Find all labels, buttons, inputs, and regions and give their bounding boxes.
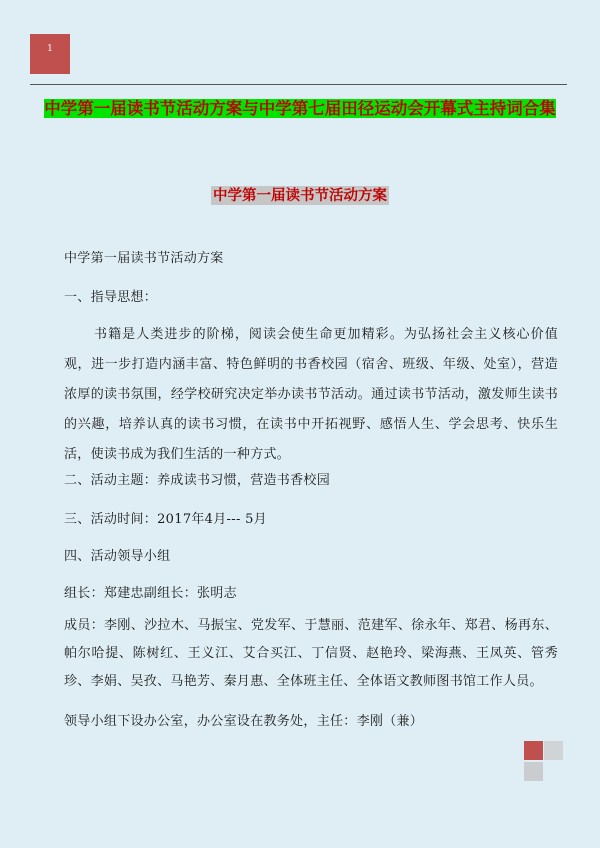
paragraph-theme: 二、活动主题：养成读书习惯，营造书香校园 bbox=[64, 473, 331, 488]
page-number: 1 bbox=[47, 44, 53, 54]
paragraph-body: 书籍是人类进步的阶梯，阅读会使生命更加精彩。为弘扬社会主义核心价值观，进一步打造内涵丰富、特色鲜明的书香校园（宿舍、班级、年级、处室），营造浓厚的读书氛围，经学校研究决定举办读书节活动。通过读书节活动，激发师生读书的兴趣，培养认真的读书习惯，在读书中开拓视野、感悟人生、学会思考、快乐生活，使读书成为我们生活的一种方式。 bbox=[64, 327, 558, 462]
paragraph-members: 成员：李刚、沙拉木、马振宝、党发军、于慧丽、范建军、徐永年、郑君、杨再东、帕尔哈提、陈树红、王义江、艾合买江、丁信贤、赵艳玲、梁海燕、王凤英、管秀珍、李娟、吴孜、马艳芳、秦月惠、全体班主任、全体语文教师图书馆工作人员。 bbox=[64, 618, 558, 689]
paragraph-heading: 中学第一届读书节活动方案 bbox=[64, 251, 224, 266]
decor-square-gray bbox=[524, 762, 543, 781]
document-title: 中学第一届读书节活动方案与中学第七届田径运动会开幕式主持词合集 bbox=[44, 99, 556, 118]
section-title: 中学第一届读书节活动方案 bbox=[213, 187, 387, 204]
header-divider bbox=[30, 84, 567, 85]
paragraph-guiding-ideology: 一、指导思想： bbox=[64, 290, 158, 305]
decor-square-red bbox=[524, 741, 543, 760]
paragraph-office: 领导小组下设办公室，办公室设在教务处，主任：李刚（兼） bbox=[64, 714, 424, 729]
paragraph-leadership: 四、活动领导小组 bbox=[64, 549, 171, 564]
paragraph-leaders: 组长：郑建忠副组长：张明志 bbox=[64, 586, 237, 601]
page-number-badge bbox=[30, 34, 70, 74]
paragraph-time: 三、活动时间：2017年4月--- 5月 bbox=[64, 512, 267, 527]
decor-square-gray bbox=[544, 741, 563, 760]
